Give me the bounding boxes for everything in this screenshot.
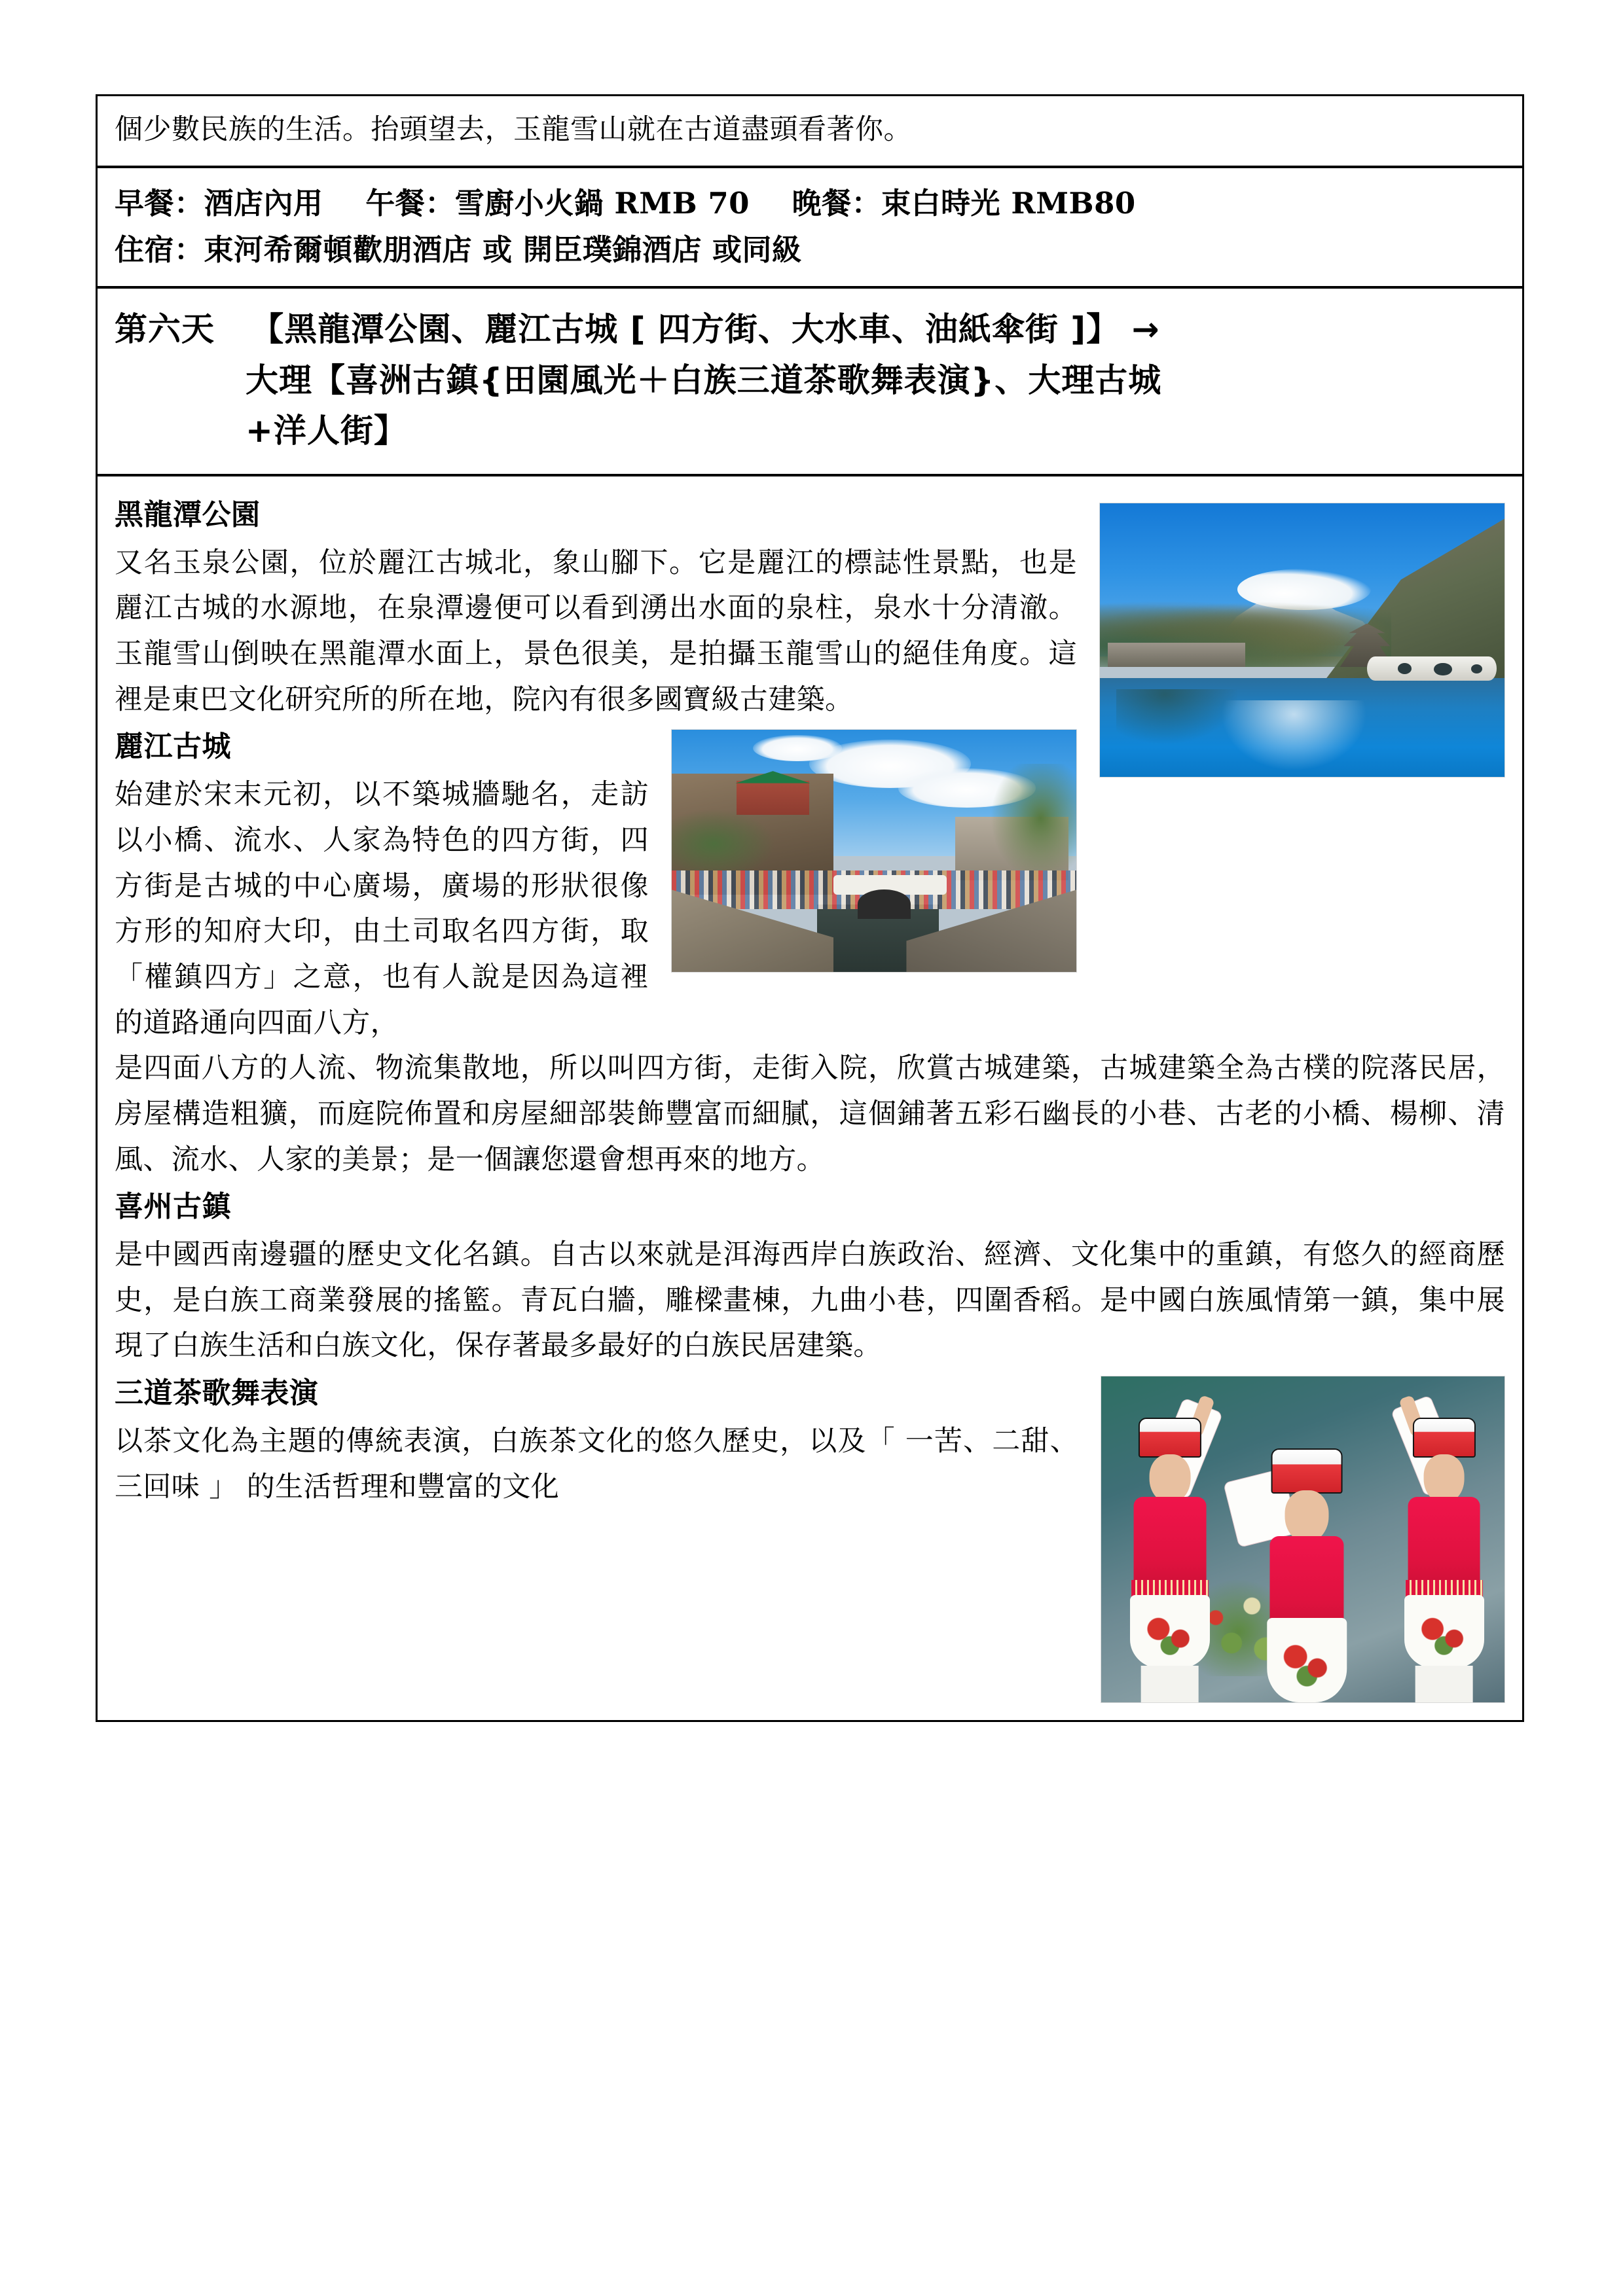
day-title-line-3: +洋人街】 [246, 412, 407, 450]
photo3-dancer-left-skirt [1140, 1666, 1199, 1702]
section-paragraph-three-tea-dance: 以茶文化為主題的傳統表演，白族茶文化的悠久歷史，以及「 一苦、二甜、三回味 」 的生活哲理和豐富的文化 [115, 1425, 1078, 1503]
photo3-dancer-center-face [1285, 1490, 1329, 1543]
dinner-price: RMB80 [1011, 185, 1136, 221]
continuation-text: 個少數民族的生活。抬頭望去，玉龍雪山就在古道盡頭看著你。 [115, 113, 912, 146]
lunch-value: 雪廚小火鍋 [454, 185, 604, 221]
meals-line [115, 180, 1505, 226]
photo3-dancer-right [1383, 1396, 1504, 1702]
bai-tea-dance-photo [1101, 1376, 1505, 1703]
dinner-value: 束白時光 [881, 185, 1001, 221]
lunch-price: RMB 70 [614, 185, 750, 221]
photo2-right-tree [987, 764, 1076, 885]
photo3-dancer-center-headdress [1271, 1448, 1343, 1494]
photo3-dancer-center-apron [1267, 1618, 1346, 1702]
section-heading-heilongtan: 黑龍潭公園 [115, 497, 261, 531]
photo1-tree-reflection [1116, 689, 1237, 744]
photo3-dancer-left [1109, 1396, 1230, 1702]
section-heading-lijiang: 麗江古城 [115, 730, 231, 764]
day-title-cell [98, 289, 1522, 474]
photo1-lakeside-building [1108, 643, 1245, 668]
photo3-dancer-right-apron [1404, 1595, 1484, 1668]
photo2-bridge-arch [858, 889, 910, 918]
photo3-dancer-left-face [1149, 1454, 1190, 1503]
photo1-bridge-arch-1 [1398, 663, 1412, 674]
photo3-dancer-left-apron [1130, 1595, 1210, 1668]
breakfast-value: 酒店內用 [204, 185, 323, 221]
day-title-line-2: 大理【喜洲古鎮{田園風光＋白族三道茶歌舞表演}、大理古城 [246, 361, 1162, 399]
hotel-value: 束河希爾頓歡朋酒店 或 開臣璞錦酒店 或同級 [204, 232, 802, 268]
day-title-main: 【黑龍潭公園、麗江古城 [ 四方街、大水車、油紙傘街 ]】 → [251, 310, 1160, 349]
photo3-dancer-center [1238, 1376, 1375, 1702]
content-row [98, 476, 1522, 1721]
hotel-label: 住宿： [115, 232, 204, 268]
meals-hotel-cell [98, 168, 1522, 286]
section-paragraph-lijiang-1: 始建於宋末元初，以不築城牆馳名，走訪以小橋、流水、人家為特色的四方街，四方街是古城的中心廣場，廣場的形狀很像方形的知府大印，由土司取名四方街，取「權鎮四方」之意，也有人說是因為這裡的道路通向四面八方， [115, 778, 649, 1039]
photo1-bridge-arch-2 [1434, 663, 1451, 675]
section-paragraph-heilongtan: 又名玉泉公園，位於麗江古城北，象山腳下。它是麗江的標誌性景點，也是麗江古城的水源地，在泉潭邊便可以看到湧出水面的泉柱，泉水十分清澈。玉龍雪山倒映在黑龍潭水面上，景色很美，是拍攝玉龍雪山的絕佳角度。這裡是東巴文化研究所的所在地，院內有很多國寶級古建築。 [115, 546, 1077, 716]
section-heading-three-tea-dance: 三道茶歌舞表演 [115, 1376, 319, 1410]
dinner-label: 晚餐： [792, 185, 882, 221]
itinerary-table [96, 94, 1524, 1722]
day-title-line-1 [115, 304, 1505, 355]
photo1-cloud-reflection [1221, 700, 1366, 772]
lijiang-old-town-photo [671, 729, 1077, 973]
section-paragraph-lijiang-2: 是四面八方的人流、物流集散地，所以叫四方街，走街入院，欣賞古城建築，古城建築全為古樸的院落民居，房屋構造粗獷，而庭院佈置和房屋細部裝飾豐富而細膩，這個鋪著五彩石幽長的小巷、古老的小橋、楊柳、清風、流水、人家的美景；是一個讓您還會想再來的地方。 [115, 1052, 1505, 1176]
section-paragraph-xizhou: 是中國西南邊疆的歷史文化名鎮。自古以來就是洱海西岸白族政治、經濟、文化集中的重鎮，有悠久的經商歷史，是白族工商業發展的搖籃。青瓦白牆，雕樑畫棟，九曲小巷，四圍香稻。是中國白族風情第一鎮，集中展現了白族生活和白族文化，保存著最多最好的白族民居建築。 [115, 1238, 1505, 1363]
meals-hotel-row [98, 168, 1522, 289]
photo3-dancer-right-headdress [1413, 1418, 1476, 1458]
content-cell [98, 476, 1522, 1721]
lunch-label: 午餐： [365, 185, 455, 221]
day-title-row [98, 289, 1522, 476]
section-heading-xizhou: 喜州古鎮 [115, 1190, 231, 1224]
photo3-dancer-left-headdress [1139, 1418, 1201, 1458]
photo2-left-tree [672, 808, 777, 880]
black-dragon-pool-photo [1099, 503, 1505, 778]
photo3-dancer-right-face [1423, 1454, 1465, 1503]
day-label: 第六天 [115, 310, 215, 349]
continuation-row [98, 96, 1522, 168]
breakfast-label: 早餐： [115, 185, 204, 221]
photo3-dancer-right-skirt [1415, 1666, 1473, 1702]
hotel-line [115, 226, 1505, 273]
